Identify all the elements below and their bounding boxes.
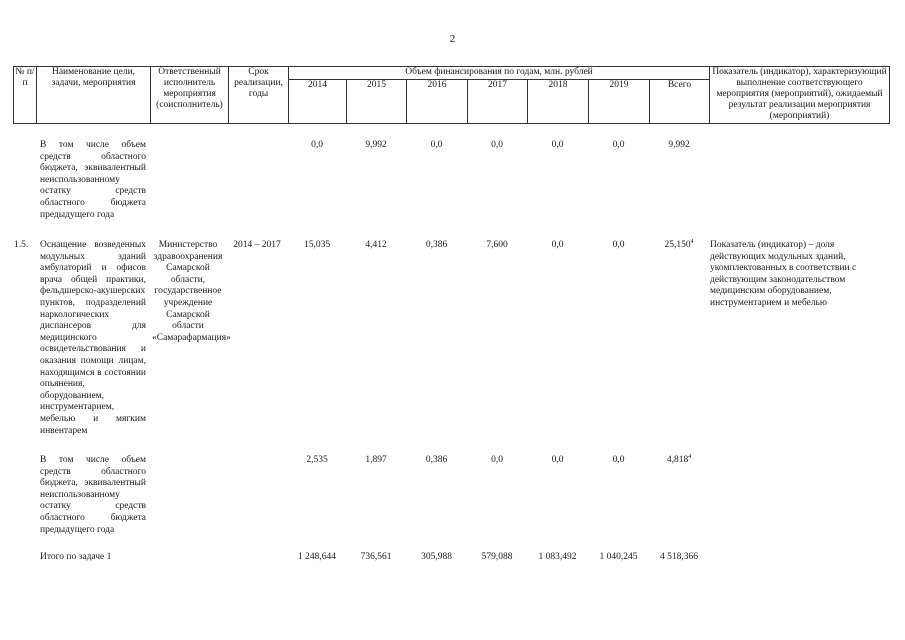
header-responsible: Ответственный исполнитель мероприятия (соисполнитель) xyxy=(151,67,229,124)
total-value: 1 083,492 xyxy=(538,552,577,562)
row-value: 0,386 xyxy=(425,455,448,465)
header-year: 2018 xyxy=(528,80,589,124)
total-value: 1 040,245 xyxy=(599,552,638,562)
total-value: 579,088 xyxy=(481,552,513,562)
row-value: 15,035 xyxy=(303,240,331,250)
row-term: 2014 – 2017 xyxy=(233,240,281,250)
header-year: 2015 xyxy=(347,80,407,124)
row-total xyxy=(649,455,709,467)
row-total: 9,992 xyxy=(668,140,690,150)
header-year: 2017 xyxy=(468,80,528,124)
row-value: 0,0 xyxy=(491,455,503,465)
row-value: 0,0 xyxy=(491,140,503,150)
footnote-mark: 4 xyxy=(690,238,694,245)
row-value: 0,0 xyxy=(612,140,625,150)
header-indicator: Показатель (индикатор), характеризующий выполнение соответствующего мероприятия (мероприятий), ожидаемый результат реализации мероприятия (мероприятий) xyxy=(710,67,890,124)
total-label: Итого по задаче 1 xyxy=(40,552,112,562)
row-value: 0,0 xyxy=(430,140,443,150)
header-year: 2016 xyxy=(407,80,468,124)
header-num: № п/п xyxy=(14,67,37,124)
header-name: Наименование цели, задачи, мероприятия xyxy=(37,67,151,124)
row-value: 0,0 xyxy=(612,455,625,465)
row-responsible: Министерство здравоохранения Самарской области, государственное учреждение Самарской области «Самарафармация» xyxy=(152,240,231,343)
row-value: 1,897 xyxy=(365,455,387,465)
row-total-value: 25,150 xyxy=(664,240,691,250)
row-total-value: 4,818 xyxy=(666,455,689,465)
row-name: В том числе объем средств областного бюджета, эквивалентный неиспользованному остатку средств областного бюджета предыдущего года xyxy=(40,455,146,535)
row-value: 0,0 xyxy=(551,240,564,250)
row-number: 1.5. xyxy=(14,240,29,250)
total-value: 305,988 xyxy=(421,552,452,562)
grand-total-value: 4 518,366 xyxy=(660,552,698,562)
table-header xyxy=(13,66,890,124)
row-name: В том числе объем средств областного бюджета, эквивалентный неиспользованному остатку средств областного бюджета предыдущего года xyxy=(40,140,146,220)
row-value: 4,412 xyxy=(365,240,387,250)
footnote-mark: 4 xyxy=(688,453,692,460)
row-value: 0,0 xyxy=(551,455,564,465)
row-name: Оснащение возведенных модульных зданий амбулаторий и офисов врача общей практики, фельдшерско-акушерских пунктов, подразделений наркологических диспансеров для медицинского освидетельствования и оказания помощи лицам, находящимся в состоянии опьянения, оборудованием, инструментарием, мебелью и мягким инвентарем xyxy=(40,240,146,436)
total-value: 1 248,644 xyxy=(298,552,336,562)
total-value: 736,561 xyxy=(360,552,392,562)
row-indicator: Показатель (индикатор) – доля действующих модульных зданий, укомплектованных в соответствии с действующим законодательством медицинским оборудованием, инструментарием и мебелью xyxy=(710,240,857,308)
header-financing: Объем финансирования по годам, млн. рублей xyxy=(289,67,710,80)
row-value: 9,992 xyxy=(365,140,387,150)
page-number: 2 xyxy=(449,33,456,45)
row-value: 0,0 xyxy=(551,140,564,150)
header-year: 2014 xyxy=(289,80,347,124)
row-value: 2,535 xyxy=(306,455,328,465)
row-value: 0,0 xyxy=(612,240,625,250)
row-total xyxy=(649,240,709,252)
header-total: Всего xyxy=(650,80,710,124)
row-value: 0,0 xyxy=(311,140,323,150)
header-term: Срок реализации, годы xyxy=(229,67,289,124)
row-value: 7,600 xyxy=(486,240,508,250)
header-year: 2019 xyxy=(589,80,650,124)
row-value: 0,386 xyxy=(425,240,448,250)
